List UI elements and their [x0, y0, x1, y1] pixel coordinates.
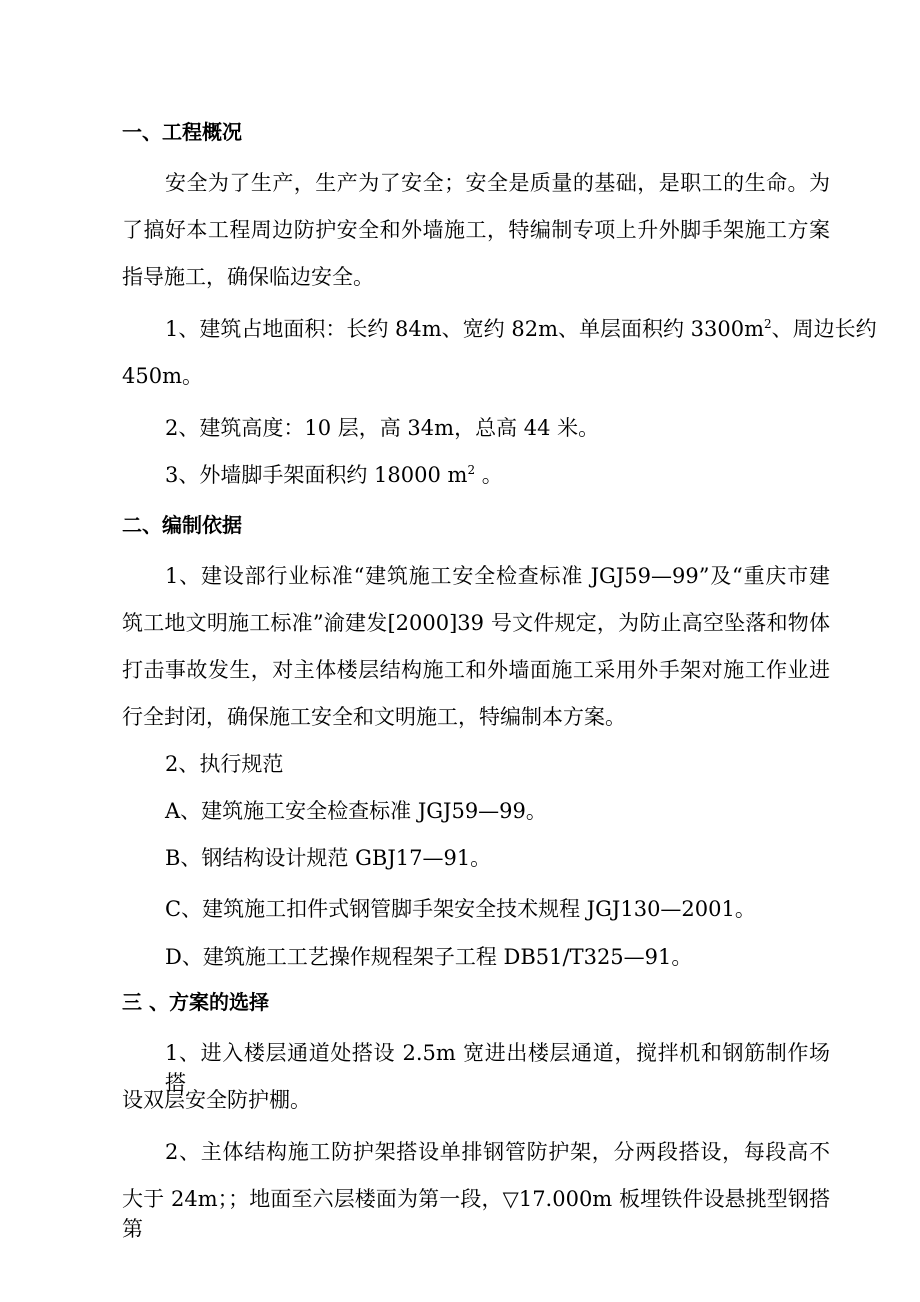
area-item-text: 1、建筑占地面积：长约 84m、宽约 82m、单层面积约 3300m: [165, 317, 765, 341]
section-heading-basis: 二、编制依据: [122, 513, 242, 537]
paragraph-line: 打击事故发生，对主体楼层结构施工和外墙面施工采用外手架对施工作业进: [122, 658, 830, 682]
paragraph-line: 大于 24m；；地面至六层楼面为第一段，▽17.000m 板埋铁件设悬挑型钢搭第: [122, 1187, 830, 1241]
paragraph-line: 设双层安全防护棚。: [122, 1088, 311, 1112]
paragraph-line: 指导施工，确保临边安全。: [122, 265, 374, 289]
area-item-text-end: 、周边长约: [771, 317, 877, 341]
standard-item: B、钢结构设计规范 GBJ17—91。: [165, 846, 492, 870]
scaffold-area-text-end: 。: [475, 463, 503, 487]
paragraph-line: 安全为了生产，生产为了安全；安全是质量的基础，是职工的生命。为: [165, 171, 830, 195]
paragraph-line: 2、主体结构施工防护架搭设单排钢管防护架，分两段搭设，每段高不: [165, 1140, 830, 1164]
standard-item: A、建筑施工安全检查标准 JGJ59—99。: [165, 799, 547, 823]
standard-item: C、建筑施工扣件式钢管脚手架安全技术规程 JGJ130—2001。: [165, 897, 756, 921]
superscript: 2: [764, 317, 772, 331]
paragraph-line: 1、进入楼层通道处搭设 2.5m 宽进出楼层通道，搅拌机和钢筋制作场搭: [165, 1041, 830, 1095]
area-item-line: [165, 314, 877, 344]
paragraph-line: 了搞好本工程周边防护安全和外墙施工，特编制专项上升外脚手架施工方案: [122, 218, 830, 242]
section-heading-overview: 一、工程概况: [122, 120, 242, 144]
section-heading-plan: 三 、方案的选择: [122, 990, 269, 1014]
scaffold-area-item: [165, 460, 503, 490]
paragraph-line: 1、建设部行业标准“建筑施工安全检查标准 JGJ59—99”及“重庆市建: [165, 564, 830, 588]
height-item: 2、建筑高度：10 层，高 34m，总高 44 米。: [165, 416, 600, 440]
standard-item: D、建筑施工工艺操作规程架子工程 DB51/T325—91。: [165, 945, 693, 969]
superscript: 2: [467, 463, 476, 477]
standards-heading: 2、执行规范: [165, 752, 284, 776]
paragraph-line: 行全封闭，确保施工安全和文明施工，特编制本方案。: [122, 705, 626, 729]
scaffold-area-text: 3、外墙脚手架面积约 18000 m: [165, 463, 468, 487]
paragraph-line: 450m。: [122, 364, 203, 388]
paragraph-line: 筑工地文明施工标准”渝建发[2000]39 号文件规定，为防止高空坠落和物体: [122, 611, 830, 635]
